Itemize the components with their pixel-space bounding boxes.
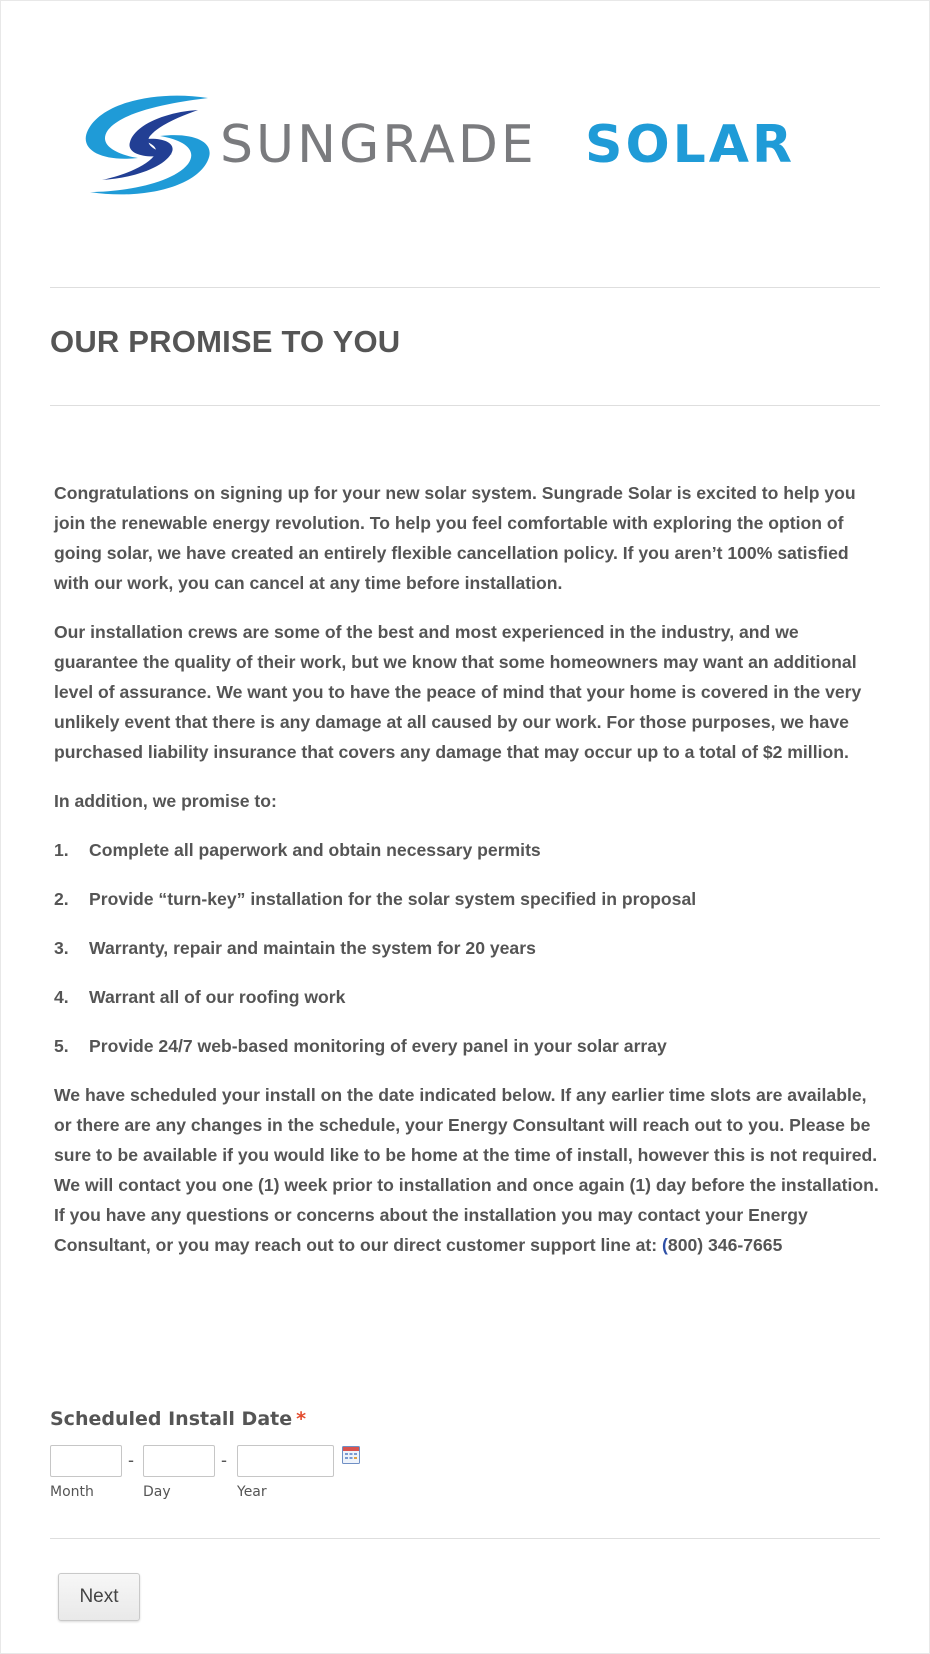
list-number: 4.: [54, 987, 69, 1007]
page-title: OUR PROMISE TO YOU: [50, 324, 401, 359]
intro-paragraph-2: Our installation crews are some of the best and most experienced in the industry, and we guarantee the quality of their work, but we know that some homeowners may want an additional level of assurance. We want you to have the peace of mind that your home is covered in the very unlikely event that there is any damage at all caused by our work. For those purposes, we have purchased liability insurance that covers any damage that may occur up to a total of $2 million.: [54, 622, 862, 762]
list-number: 3.: [54, 938, 69, 958]
list-item: [54, 933, 884, 963]
year-input[interactable]: [237, 1445, 334, 1477]
list-text: Provide “turn-key” installation for the solar system specified in proposal: [89, 889, 697, 909]
phone-paren: (: [662, 1235, 668, 1255]
required-marker: *: [296, 1408, 307, 1430]
install-date-label-text: Scheduled Install Date: [50, 1408, 293, 1430]
brand-light-text: SUNGRADE: [220, 115, 537, 175]
sungrade-solar-logo: [80, 92, 860, 202]
swirl-icon: [86, 96, 210, 195]
day-sublabel: Day: [143, 1484, 171, 1500]
support-phone: [662, 1235, 782, 1255]
phone-number: 800) 346-7665: [667, 1235, 783, 1255]
list-text: Warrant all of our roofing work: [89, 987, 346, 1007]
form-divider: [50, 1538, 880, 1539]
list-item: [54, 982, 884, 1012]
list-number: 2.: [54, 889, 69, 909]
list-text: Warranty, repair and maintain the system for 20 years: [89, 938, 536, 958]
day-input[interactable]: [143, 1445, 215, 1477]
year-sublabel: Year: [237, 1484, 267, 1500]
month-input[interactable]: [50, 1445, 122, 1477]
list-number: 1.: [54, 840, 69, 860]
list-text: Complete all paperwork and obtain necessary permits: [89, 840, 541, 860]
header-divider-top: [50, 287, 880, 288]
next-button[interactable]: Next: [58, 1573, 140, 1621]
month-sublabel: Month: [50, 1484, 94, 1500]
intro-paragraph-1: Congratulations on signing up for your new solar system. Sungrade Solar is excited to help you join the renewable energy revolution. To help you feel comfortable with exploring the option of going solar, we have created an entirely flexible cancellation policy. If you aren’t 100% satisfied with our work, you can cancel at any time before installation.: [54, 483, 856, 593]
promise-list: [54, 835, 884, 1061]
date-separator: -: [221, 1450, 227, 1470]
brand-bold-text: SOLAR: [585, 115, 796, 175]
schedule-paragraph: [54, 1080, 884, 1260]
intro-paragraph-3: In addition, we promise to:: [54, 791, 277, 811]
date-separator: -: [128, 1450, 134, 1470]
list-number: 5.: [54, 1036, 69, 1056]
list-item: [54, 884, 884, 914]
calendar-icon[interactable]: [342, 1446, 360, 1464]
install-date-label: [50, 1408, 306, 1430]
schedule-text: We have scheduled your install on the date indicated below. If any earlier time slots are available, or there are any changes in the schedule, your Energy Consultant will reach out to you. Please be sure to be available if you would like to be home at the time of install, however this is not required. We will contact you one (1) week prior to installation and once again (1) day before the installation. If you have any questions or concerns about the installation you may contact your Energy Consultant, or you may reach out to our direct customer support line at:: [54, 1085, 879, 1255]
promise-content: [54, 478, 884, 1260]
list-text: Provide 24/7 web-based monitoring of every panel in your solar array: [89, 1036, 667, 1056]
header-divider-bottom: [50, 405, 880, 406]
list-item: [54, 835, 884, 865]
list-item: [54, 1031, 884, 1061]
